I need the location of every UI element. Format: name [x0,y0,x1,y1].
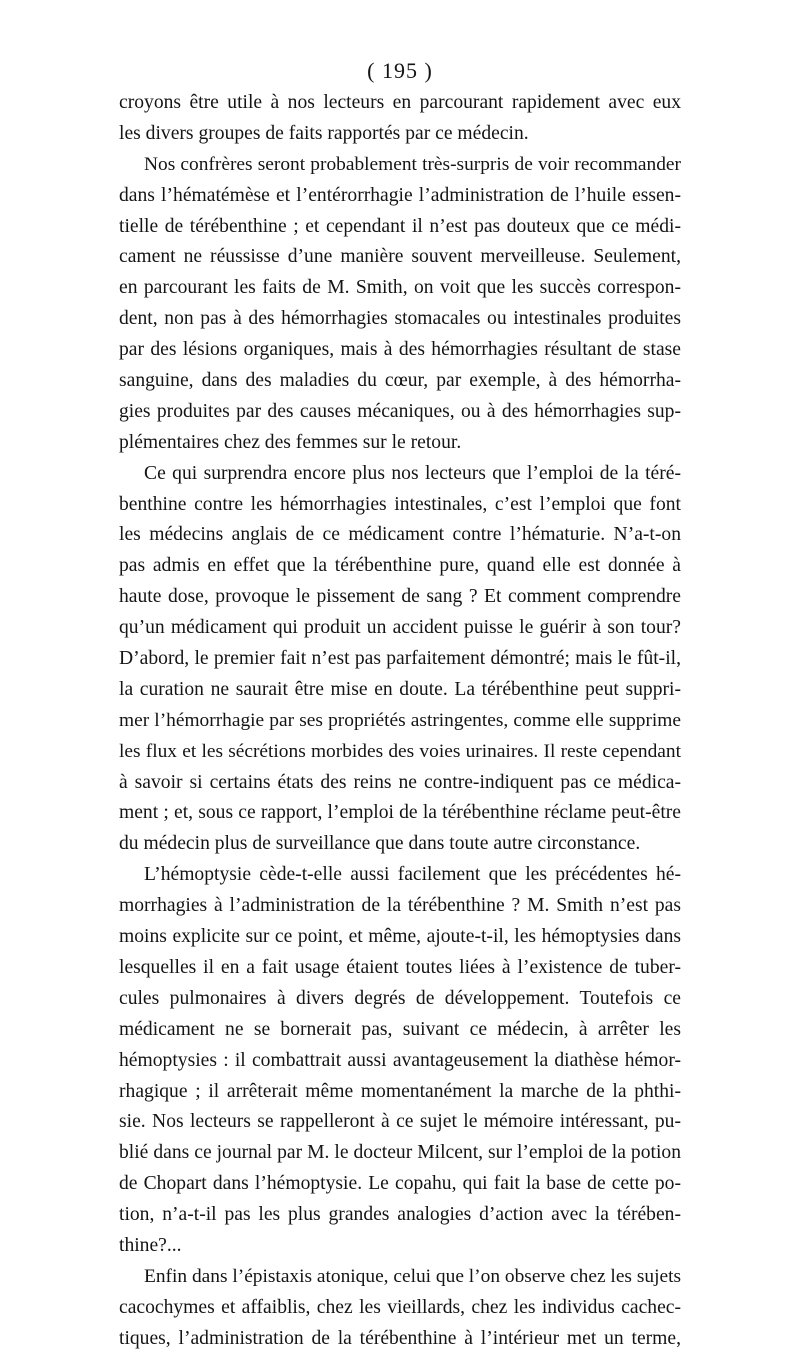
text-line: mer l’hémorrhagie par ses propriétés astringentes, comme elle supprime [119,709,681,731]
text-line: la curation ne saurait être mise en doute. La térébenthine peut suppri- [119,678,681,700]
text-line: cacochymes et affaiblis, chez les vieillards, chez les individus cachec- [119,1296,681,1318]
text-line: par des lésions organiques, mais à des hémorrhagies résultant de stase [119,339,681,361]
body-text [119,88,681,1355]
text-line: croyons être utile à nos lecteurs en parcourant rapidement avec eux [119,92,681,113]
text-line: hémoptysies : il combattrait aussi avantageusement la diathèse hémor- [119,1049,681,1071]
text-line: Enfin dans l’épistaxis atonique, celui que l’on observe chez les sujets [144,1265,681,1287]
text-line: Ce qui surprendra encore plus nos lecteurs que l’emploi de la téré- [144,462,681,484]
text-line: tielle de térébenthine ; et cependant il n’est pas douteux que ce médi- [119,215,681,237]
text-line: tiques, l’administration de la térébenthine à l’intérieur met un terme, [119,1327,681,1349]
text-line: thine?... [119,1234,182,1256]
text-line: cament ne réussisse d’une manière souvent merveilleuse. Seulement, [119,246,681,268]
text-line: gies produites par des causes mécaniques, ou à des hémorrhagies sup- [119,400,681,422]
text-line: ment ; et, sous ce rapport, l’emploi de la térébenthine réclame peut-être [119,802,681,824]
text-line: dans l’hématémèse et l’entérorrhagie l’administration de l’huile essen- [119,184,681,206]
text-line: du médecin plus de surveillance que dans toute autre circonstance. [119,833,641,855]
text-line: pas admis en effet que la térébenthine pure, quand elle est donnée à [119,555,681,577]
text-line: tion, n’a-t-il pas les plus grandes analogies d’action avec la térében- [119,1204,681,1226]
text-line: sanguine, dans des maladies du cœur, par exemple, à des hémorrha- [119,370,681,392]
text-line: benthine contre les hémorrhagies intestinales, c’est l’emploi que font [119,493,681,515]
text-line: lesquelles il en a fait usage étaient toutes liées à l’existence de tuber- [119,956,681,978]
text-line: Nos confrères seront probablement très-surpris de voir recommander [144,153,681,175]
text-line: médicament ne se bornerait pas, suivant ce médecin, à arrêter les [119,1018,681,1040]
text-line: les divers groupes de faits rapportés par ce médecin. [119,122,529,144]
page-number: ( 195 ) [367,58,433,83]
text-line: morrhagies à l’administration de la térébenthine ? M. Smith n’est pas [119,895,681,917]
text-line: à savoir si certains états des reins ne contre-indiquent pas ce médica- [119,771,681,793]
text-line: les flux et les sécrétions morbides des voies urinaires. Il reste cependant [119,740,681,762]
text-line: L’hémoptysie cède-t-elle aussi facilement que les précédentes hé- [144,864,681,886]
text-line: de Chopart dans l’hémoptysie. Le copahu, qui fait la base de cette po- [119,1173,681,1195]
text-line: dent, non pas à des hémorrhagies stomacales ou intestinales produites [119,308,681,330]
text-line: les médecins anglais de ce médicament contre l’hématurie. N’a-t-on [119,524,681,546]
text-line: plémentaires chez des femmes sur le retour. [119,431,462,453]
text-line: sie. Nos lecteurs se rappelleront à ce sujet le mémoire intéressant, pu- [119,1111,681,1133]
text-line: D’abord, le premier fait n’est pas parfaitement démontré; mais le fût-il, [119,648,681,670]
text-line: blié dans ce journal par M. le docteur Milcent, sur l’emploi de la potion [119,1142,681,1164]
text-line: rhagique ; il arrêterait même momentanément la marche de la phthi- [119,1080,681,1102]
text-line: en parcourant les faits de M. Smith, on voit que les succès correspon- [119,277,681,299]
text-line: cules pulmonaires à divers degrés de développement. Toutefois ce [119,987,681,1009]
text-line: haute dose, provoque le pissement de sang ? Et comment comprendre [119,586,681,608]
text-line: qu’un médicament qui produit un accident puisse le guérir à son tour? [119,617,681,639]
text-line: moins explicite sur ce point, et même, ajoute-t-il, les hémoptysies dans [119,926,681,948]
